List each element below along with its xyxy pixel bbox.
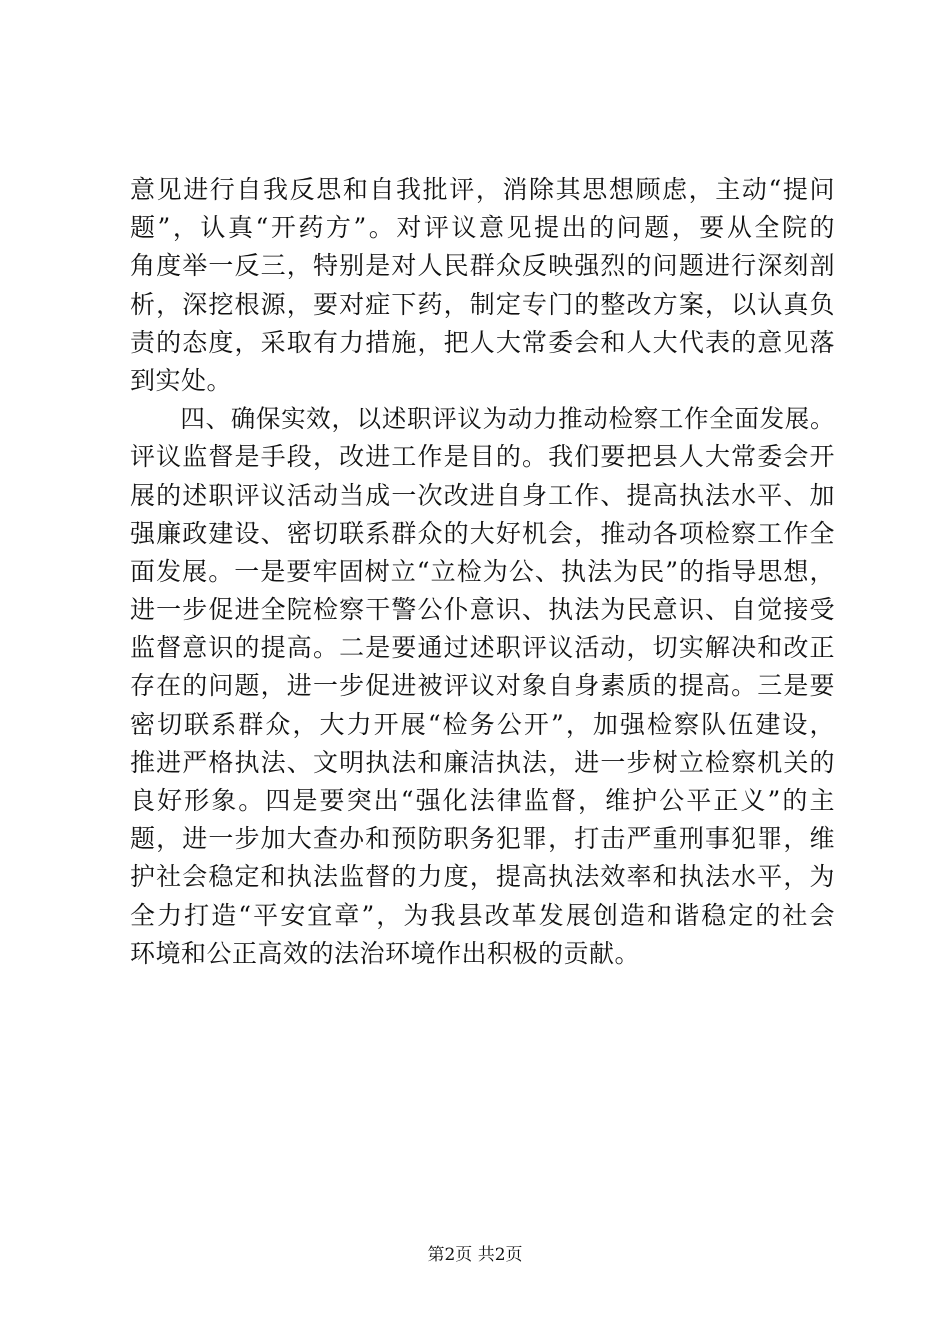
text-line: 评议监督是手段，改进工作是目的。我们要把县人大常委会开 [130, 442, 835, 472]
page-number-footer: 第2页 共2页 [427, 1245, 523, 1265]
text-line: 良好形象。四是要突出“强化法律监督，维护公平正义”的主 [130, 786, 835, 815]
text-line: 强廉政建设、密切联系群众的大好机会，推动各项检察工作全 [130, 518, 835, 548]
body-text [130, 171, 835, 973]
text-line: 进一步促进全院检察干警公仆意识、执法为民意识、自觉接受 [130, 595, 835, 625]
text-line: 角度举一反三，特别是对人民群众反映强烈的问题进行深刻剖 [130, 251, 835, 281]
text-line: 责的态度，采取有力措施，把人大常委会和人大代表的意见落 [130, 327, 835, 357]
text-line: 护社会稳定和执法监督的力度，提高执法效率和执法水平，为 [130, 862, 835, 892]
text-line: 存在的问题，进一步促进被评议对象自身素质的提高。三是要 [130, 671, 835, 701]
text-line: 析，深挖根源，要对症下药，制定专门的整改方案，以认真负 [130, 289, 835, 319]
text-line: 意见进行自我反思和自我批评，消除其思想顾虑，主动“提问 [130, 175, 835, 204]
text-line: 环境和公正高效的法治环境作出积极的贡献。 [130, 938, 641, 968]
text-line: 推进严格执法、文明执法和廉洁执法，进一步树立检察机关的 [130, 747, 835, 777]
text-line: 密切联系群众，大力开展“检务公开”，加强检察队伍建设， [130, 709, 835, 739]
text-line: 题，进一步加大查办和预防职务犯罪，打击严重刑事犯罪，维 [130, 824, 835, 854]
text-line: 监督意识的提高。二是要通过述职评议活动，切实解决和改正 [130, 633, 835, 663]
text-line: 四、确保实效，以述职评议为动力推动检察工作全面发展。 [130, 404, 835, 434]
text-line: 面发展。一是要牢固树立“立检为公、执法为民”的指导思想， [130, 556, 835, 586]
text-line: 展的述职评议活动当成一次改进自身工作、提高执法水平、加 [130, 480, 835, 510]
text-line: 题”，认真“开药方”。对评议意见提出的问题，要从全院的 [130, 213, 835, 243]
text-line: 到实处。 [130, 365, 233, 395]
text-line: 全力打造“平安宜章”，为我县改革发展创造和谐稳定的社会 [130, 900, 835, 930]
